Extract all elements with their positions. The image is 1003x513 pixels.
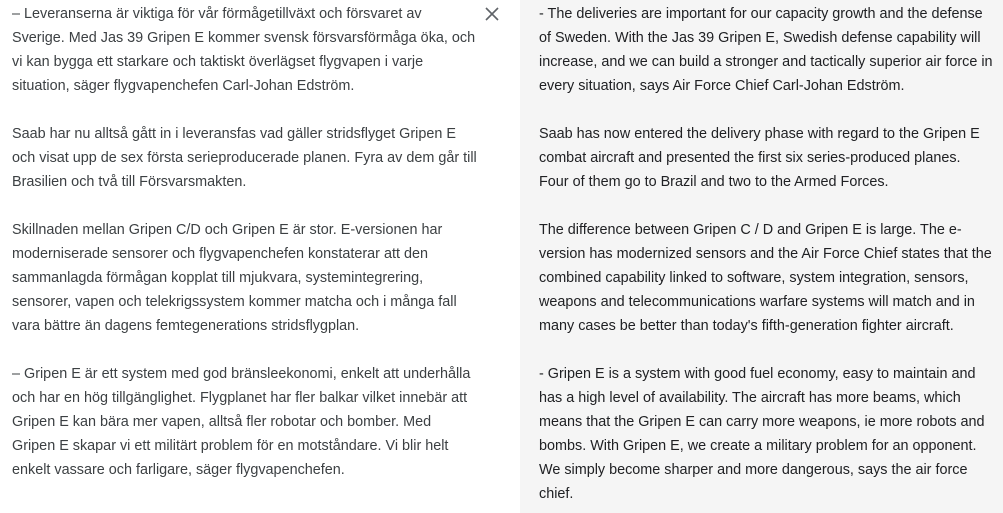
source-paragraph: – Leveranserna är viktiga för vår förmågetillväxt och försvaret av Sverige. Med Jas 39 Gripen E kommer svensk försvarsförmåga öka, och vi kan bygga ett starkare och taktiskt överlägset flygvapen i varje situation, säger flygvapenchefen Carl-Johan Edström.: [12, 6, 476, 94]
translation-paragraph: - Gripen E is a system with good fuel economy, easy to maintain and has a high level of availability. The aircraft has more beams, which means that the Gripen E can carry more weapons, ie more robots and bombs. With Gripen E, we create a military problem for an opponent. We simply become sharper and more dangerous, says the air force chief.: [539, 366, 985, 502]
translation-pane: [520, 0, 1003, 513]
translation-paragraph: Saab has now entered the delivery phase with regard to the Gripen E combat aircraft and presented the first six series-produced planes. Four of them go to Brazil and two to the Armed Forces.: [539, 126, 980, 190]
clear-source-button[interactable]: [480, 2, 504, 26]
source-text[interactable]: [12, 2, 477, 506]
translation-paragraph: - The deliveries are important for our capacity growth and the defense of Sweden. With the Jas 39 Gripen E, Swedish defense capability will increase, and we can build a stronger and tactically superior air force in every situation, says Air Force Chief Carl-Johan Edström.: [539, 6, 993, 94]
translation-paragraph: The difference between Gripen C / D and Gripen E is large. The e-version has modernized sensors and the Air Force Chief states that the combined capability linked to software, system integration, sensors, weapons and telecommunications warfare systems will match and in many cases be better than today's fifth-generation fighter aircraft.: [539, 222, 992, 334]
close-icon: [485, 7, 499, 21]
translation-text: [539, 2, 994, 513]
source-paragraph: – Gripen E är ett system med god bränsleekonomi, enkelt att underhålla och har en hög tillgänglighet. Flygplanet har fler balkar vilket innebär att Gripen E kan bära mer vapen, alltså fler robotar och bomber. Med Gripen E skapar vi ett militärt problem för en motståndare. Vi blir helt enkelt vassare och farligare, säger flygvapenchefen.: [12, 366, 471, 478]
source-paragraph: Skillnaden mellan Gripen C/D och Gripen E är stor. E-versionen har moderniserade sensorer och flygvapenchefen konstaterar att den sammanlagda förmågan kopplat till mjukvara, systemintegrering, sensorer, vapen och telekrigssystem kommer matcha och i många fall vara bättre än dagens femtegenerations stridsflygplan.: [12, 222, 457, 334]
source-paragraph: Saab har nu alltså gått in i leveransfas vad gäller stridsflyget Gripen E och visat upp de sex första serieproducerade planen. Fyra av dem går till Brasilien och två till Försvarsmakten.: [12, 126, 477, 190]
